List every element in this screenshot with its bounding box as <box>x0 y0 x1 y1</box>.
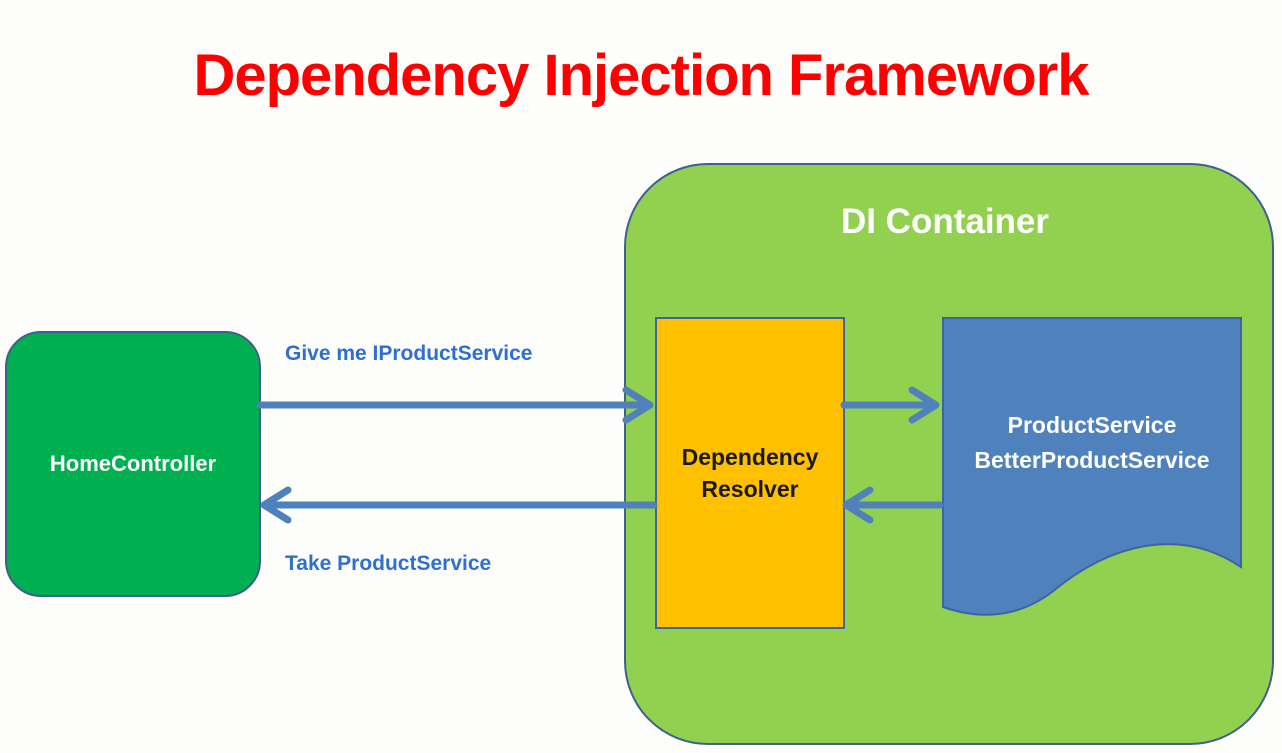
response-arrow <box>264 490 654 520</box>
home-controller-label: HomeController <box>49 451 217 476</box>
dependency-resolver-node <box>655 317 845 629</box>
response-label: Take ProductService <box>285 552 492 575</box>
resolver-label-line1: Dependency <box>681 443 819 470</box>
service-text <box>942 408 1242 477</box>
service-label-line1: ProductService <box>1007 412 1177 438</box>
di-container-label: DI Container <box>840 202 1050 241</box>
home-controller-node <box>5 331 261 597</box>
request-arrow <box>260 390 650 420</box>
request-label: Give me IProductService <box>285 342 533 365</box>
service-label-line2: BetterProductService <box>974 446 1210 473</box>
resolver-label-line2: Resolver <box>701 476 799 502</box>
page-title: Dependency Injection Framework <box>193 43 1089 108</box>
